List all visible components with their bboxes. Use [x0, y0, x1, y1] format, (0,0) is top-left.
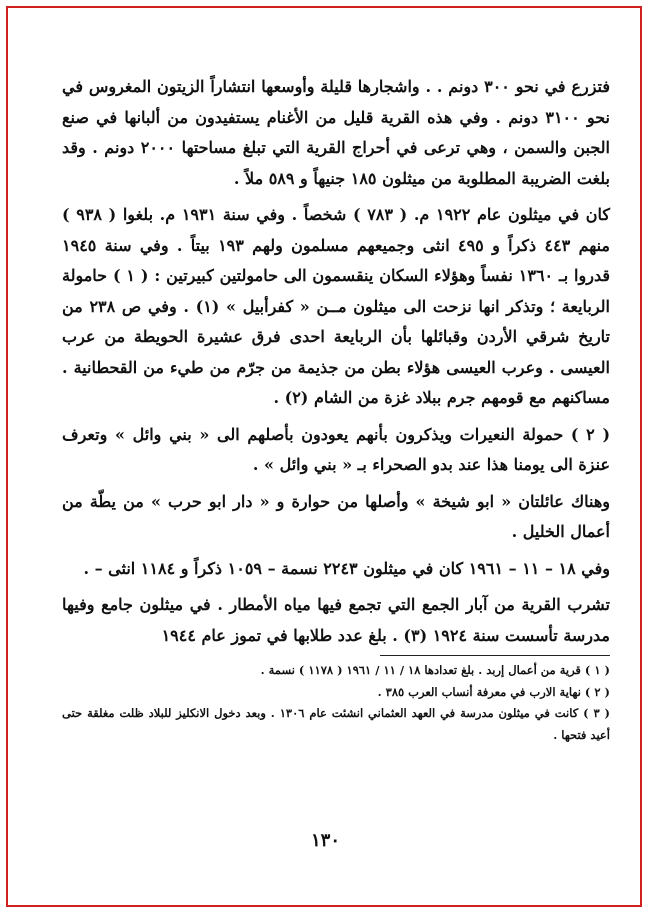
paragraph-families: وهناك عائلتان « ابو شيخة » وأصلها من حوارة و « دار ابو حرب » من يطّة من أعمال الخليل .	[62, 491, 610, 541]
paragraph-nuairat-clan: ( ٢ ) حمولة النعيرات ويذكرون بأنهم يعودون بأصلهم الى « بني وائل » وتعرف عنزة الى يومنا هذا عند بدو الصحراء بـ « بني وائل » .	[62, 424, 611, 474]
document-page	[62, 72, 610, 746]
page-number: ١٣٠	[310, 830, 340, 851]
footnote-2: ( ٢ ) نهاية الارب في معرفة أنساب العرب ٣٨٥ .	[377, 684, 610, 699]
footnote-3: ( ٣ ) كانت في ميثلون مدرسة في العهد العثماني انشئت عام ١٣٠٦ . وبعد دخول الانكليز للبلاد ظلت مغلقة حتى أعيد فتحها .	[62, 706, 610, 742]
footnote-1: ( ١ ) قرية من أعمال إربد . بلغ تعدادها ١٨ / ١١ / ١٩٦١ ( ١١٧٨ ) نسمة .	[260, 663, 610, 677]
paragraph-water-school: تشرب القرية من آبار الجمع التي تجمع فيها مياه الأمطار . في ميثلون جامع وفيها مدرسة تأسست سنة ١٩٢٤ (٣) . بلغ عدد طلابها في تموز عام ١٩٤٤	[62, 595, 610, 645]
paragraph-population: كان في ميثلون عام ١٩٢٢ م. ( ٧٨٣ ) شخصاً . وفي سنة ١٩٣١ م. بلغوا ( ٩٣٨ ) منهم ٤٤٣ ذكراً و ٤٩٥ انثى وجميعهم مسلمون ولهم ١٩٣ بيتاً . وفي سنة ١٩٤٥ قدروا بـ ١٣٦٠ نفساً وهؤلاء السكان ينقسمون الى حامولتين كبيرتين : ( ١ ) حامولة الربايعة ؛ وتذكر انها نزحت الى ميثلون مــن « كفرأبيل » (١) . وفي ص ٢٣٨ من تاريخ شرقي الأردن وقبائلها بأن الربايعة احدى فرق عشيرة الحويطة من عرب العيسى . وعرب العيسى هؤلاء بطن من جذيمة من جرّم من طيء من القحطانية . مساكنهم مع قومهم جرم ببلاد غزة من الشام (٢) .	[62, 205, 611, 407]
footnotes	[62, 660, 610, 746]
paragraph-agriculture: فتزرع في نحو ٣٠٠ دونم . . واشجارها قليلة وأوسعها انتشاراً الزيتون المغروس في نحو ٣١٠٠ دونم . وفي هذه القرية قليل من الأغنام يستفيدون من ألبانها في صنع الجبن والسمن ، وهي ترعى في أحراج القرية التي تبلغ مساحتها ٢٠٠٠ دونم . وقد بلغت الضريبة المطلوبة من ميثلون ١٨٥ جنيهاً و ٥٨٩ ملاً .	[62, 77, 611, 188]
footnote-divider	[380, 655, 610, 656]
paragraph-census-1961: وفي ١٨ – ١١ – ١٩٦١ كان في ميثلون ٢٢٤٣ نسمة – ١٠٥٩ ذكراً و ١١٨٤ انثى – .	[83, 558, 610, 578]
